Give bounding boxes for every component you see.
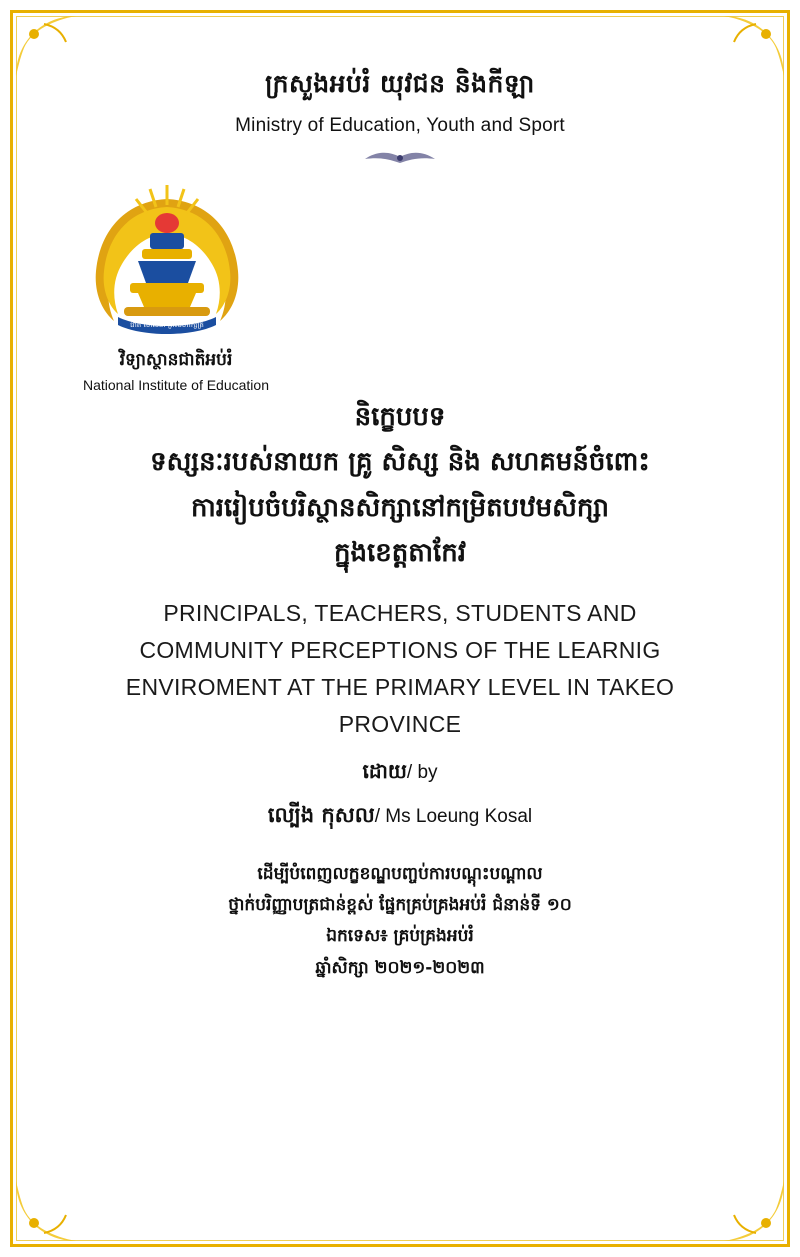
institute-logo-block: [36, 171, 764, 401]
title-english-line-1: PRINCIPALS, TEACHERS, STUDENTS AND: [163, 599, 637, 626]
ministry-name-english: Ministry of Education, Youth and Sport: [235, 114, 565, 136]
thesis-title-english: [36, 595, 764, 744]
degree-line-1: ដើម្បីបំពេញលក្ខខណ្ឌបញ្ចប់ការបណ្តុះបណ្តាល: [257, 863, 543, 884]
title-khmer-line-3: ការរៀបចំបរិស្ថានសិក្សានៅកម្រិតបឋមសិក្សា: [190, 492, 610, 523]
degree-statement: [36, 859, 764, 985]
title-english-line-4: PROVINCE: [338, 711, 462, 738]
degree-line-2: ថ្នាក់បរិញ្ញាបត្រជាន់ខ្ពស់ ផ្នែកគ្រប់គ្រងអប់រំ ជំនាន់ទី ១០: [228, 894, 572, 915]
author-name: [36, 802, 764, 833]
title-english-line-2: COMMUNITY PERCEPTIONS OF THE LEARNIG: [139, 636, 661, 663]
title-english-line-3: ENVIROMENT AT THE PRIMARY LEVEL IN TAKEO: [125, 674, 675, 700]
byline: [36, 758, 764, 788]
ministry-name-khmer: ក្រសួងអប់រំ យុវជន និងកីឡា: [265, 69, 535, 98]
degree-line-3: ឯកទេស៖ គ្រប់គ្រងអប់រំ: [326, 926, 474, 947]
author-name-english: / Ms Loeung Kosal: [374, 805, 533, 827]
svg-text:ជាតិ សាសនា ព្រះមហាក្សត្រ: ជាតិ សាសនា ព្រះមហាក្សត្រ: [130, 320, 204, 329]
cover-content: [36, 34, 764, 1223]
institute-name-khmer: វិទ្យាស្ថានជាតិអប់រំ: [119, 349, 233, 370]
author-name-khmer: ល្បើង កុសល: [267, 802, 375, 827]
academic-year: ឆ្នាំសិក្សា ២០២១-២០២៣: [315, 957, 485, 978]
title-khmer-line-4: ក្នុងខេត្តតាកែវ: [333, 538, 467, 568]
title-khmer-line-2: ទស្សនៈរបស់នាយក គ្រូ សិស្ស និង សហគមន៍ចំពោះ: [150, 447, 650, 477]
institute-name-english: National Institute of Education: [82, 376, 269, 393]
title-khmer-line-1: និក្ខេបបទ: [354, 401, 446, 432]
divider-ornament-icon: [355, 147, 445, 169]
thesis-title-khmer: [36, 395, 764, 577]
byline-khmer: ដោយ: [362, 758, 407, 783]
cambodia-moeys-emblem-icon: [72, 171, 262, 346]
byline-english: / by: [406, 761, 438, 783]
